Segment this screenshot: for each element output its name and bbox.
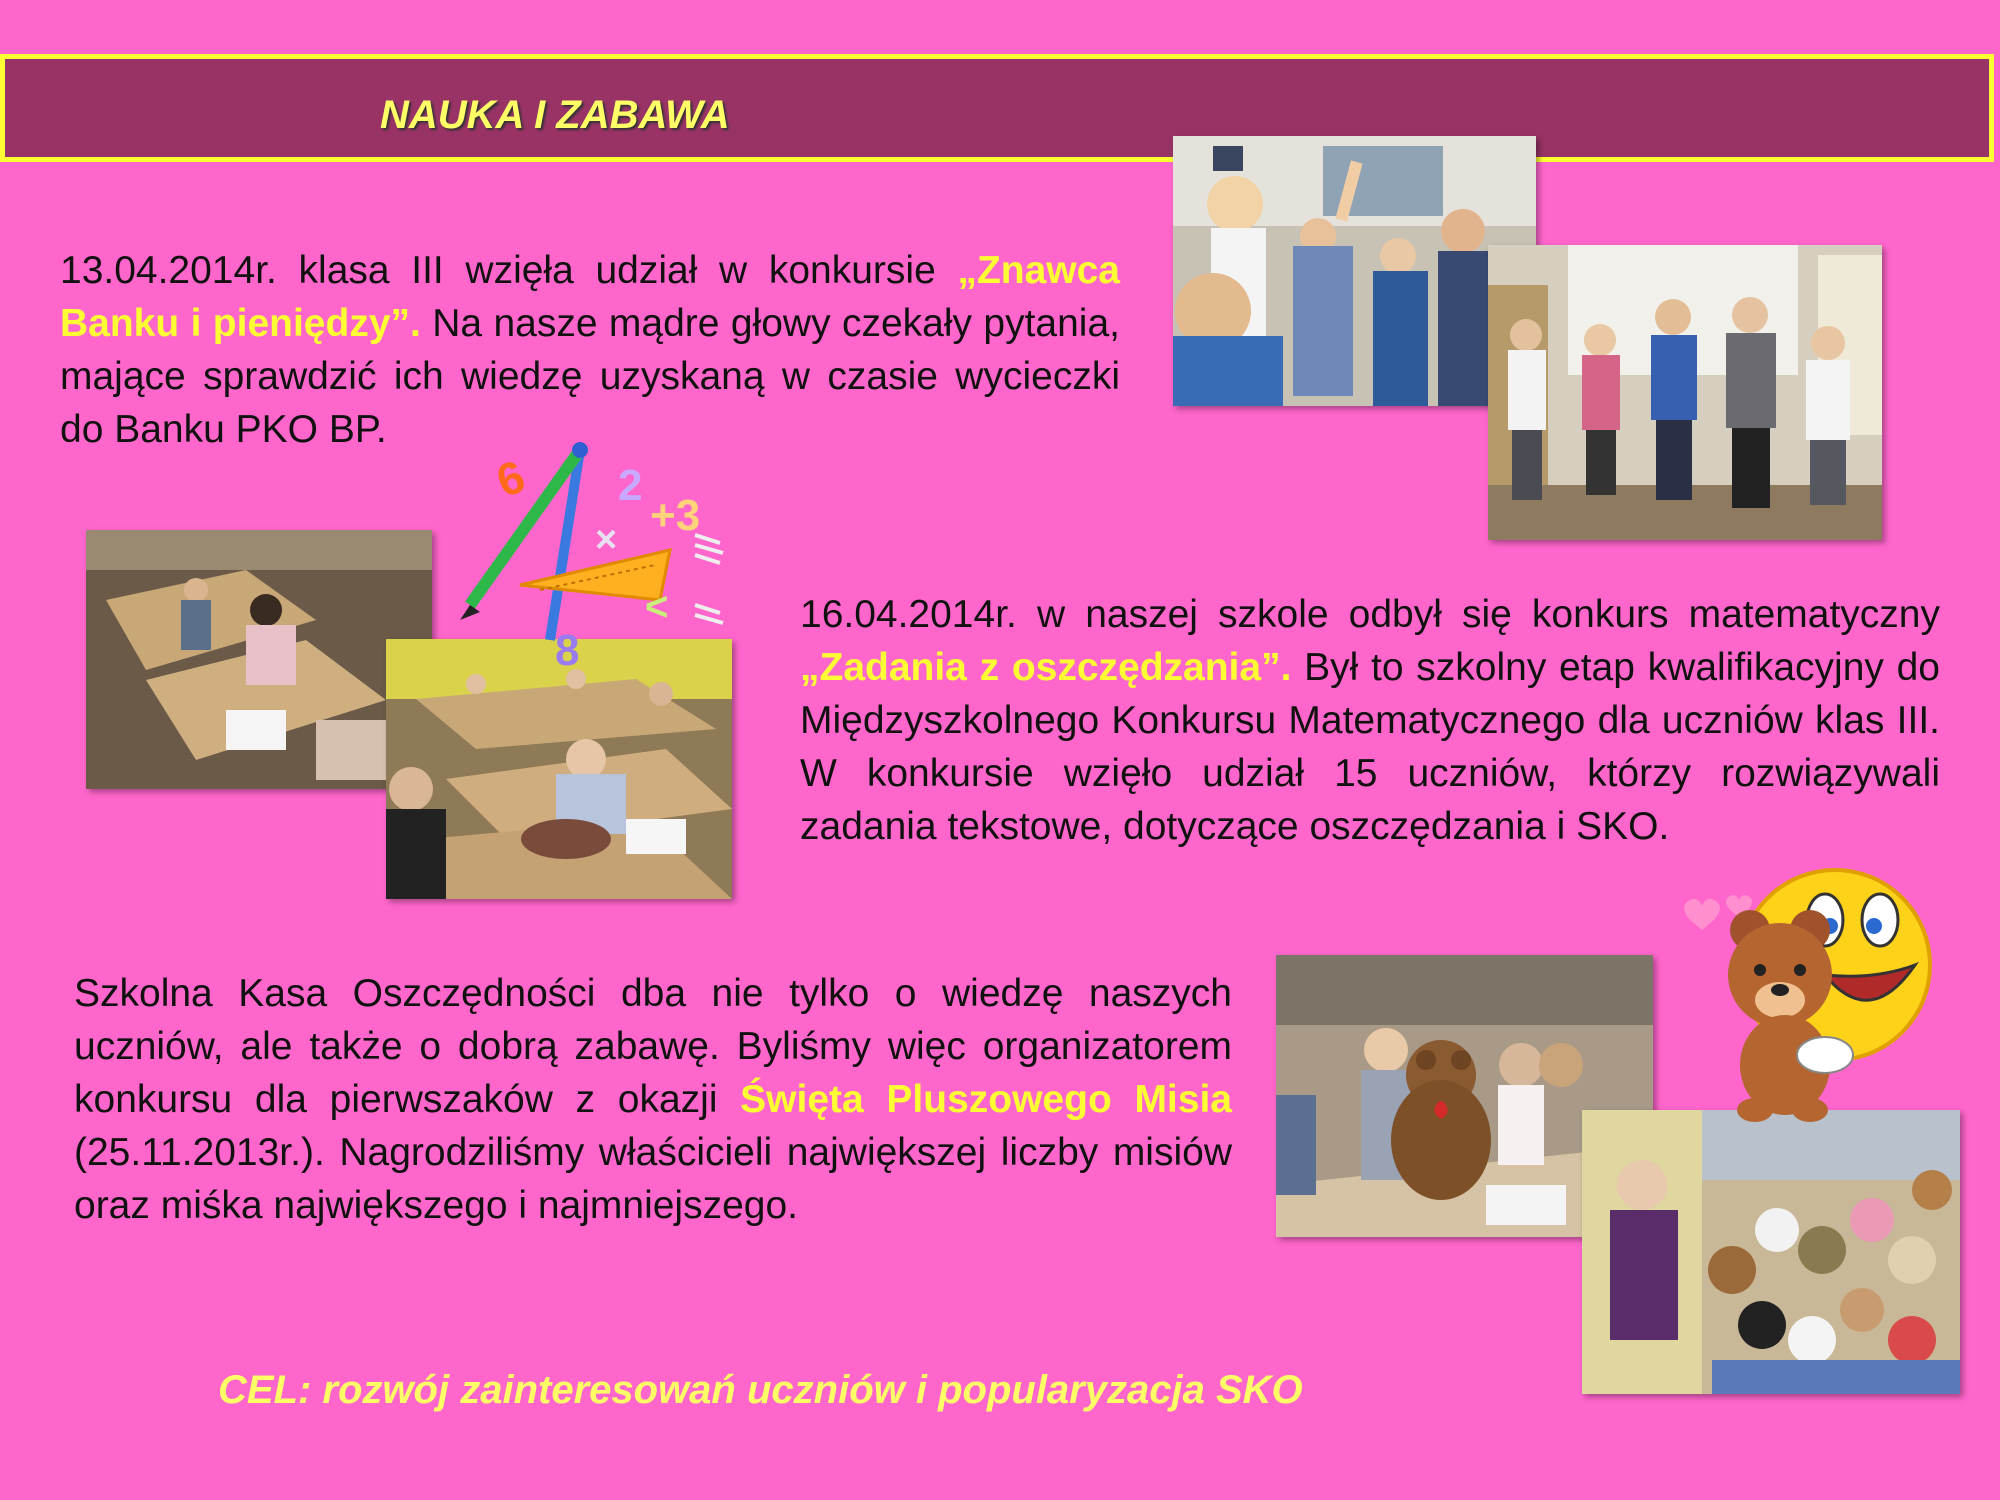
math-clipart [450, 440, 750, 680]
photo-classroom-exam [86, 530, 432, 789]
page-title: NAUKA I ZABAWA [380, 93, 730, 137]
section2-highlight: „Zadania z oszczędzania”. [800, 646, 1292, 689]
goal-text: CEL: rozwój zainteresowań uczniów i popularyzacja SKO [218, 1368, 1303, 1412]
digit-plus-three: +3 [650, 491, 701, 540]
section3-text-after: (25.11.2013r.). Nagrodziliśmy właścicieli największej liczby misiów oraz miśka największego i najmniejszego. [74, 1131, 1232, 1227]
section3-text [74, 967, 1232, 1232]
digit-six: 6 [489, 449, 532, 508]
photo-bank-visit [1173, 136, 1536, 406]
smiley-teddy-clipart [1660, 860, 1935, 1135]
section2-text [800, 588, 1940, 853]
section1-highlight: „Znawca Banku i pieniędzy”. [60, 249, 1120, 345]
section2-text-after: Był to szkolny etap kwalifikacyjny do Międzyszkolnego Konkursu Matematycznego dla uczniów klas III. W konkursie wzięło udział 15 uczniów, którzy rozwiązywali zadania tekstowe, dotyczące oszczędzania i SKO. [800, 646, 1940, 848]
photo-girl-teddy-bears [1582, 1110, 1960, 1394]
section3-highlight: Święta Pluszowego Misia [740, 1078, 1232, 1121]
svg-text:×: × [595, 519, 618, 561]
section2-text-before: 16.04.2014r. w naszej szkole odbył się konkurs matematyczny [800, 593, 1940, 636]
section1-text-before: 13.04.2014r. klasa III wzięła udział w konkursie [60, 249, 958, 292]
section1-text-after: Na nasze mądre głowy czekały pytania, mające sprawdzić ich wiedzę uzyskaną w czasie wycieczki do Banku PKO BP. [60, 302, 1120, 451]
digit-eight: 8 [555, 626, 580, 675]
section1-text [60, 244, 1120, 456]
photo-contest-winners [1488, 245, 1882, 540]
svg-text:<: < [645, 585, 669, 629]
digit-two: 2 [618, 461, 643, 510]
header-banner [0, 54, 1994, 162]
section3-text-before: Szkolna Kasa Oszczędności dba nie tylko o wiedzę naszych uczniów, ale także o dobrą zabawę. Byliśmy więc organizatorem konkursu dla pierwszaków z okazji [74, 972, 1232, 1121]
